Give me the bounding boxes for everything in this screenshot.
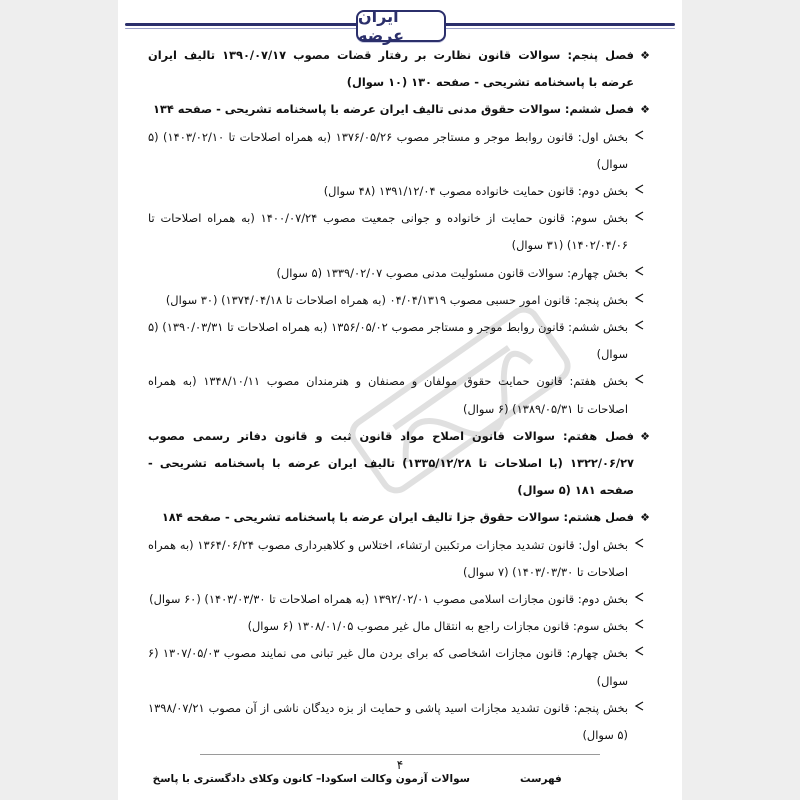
toc-chapter-text: فصل هشتم: سوالات حقوق جزا تالیف ایران عرضه با پاسخنامه تشریحی - صفحه ۱۸۴ [161, 510, 634, 525]
footer-rule [200, 754, 600, 755]
toc-section-text: بخش پنجم: قانون امور حسبی مصوب ۰۴/۰۴/۱۳۱۹ (به همراه اصلاحات تا ۱۳۷۴/۰۴/۱۸) (۳۰ سوال) [165, 292, 628, 307]
brand-logo [356, 7, 446, 45]
footer-section-label: فهرست [520, 773, 562, 785]
toc-section[interactable] [148, 586, 652, 613]
page-number: ۴ [396, 758, 404, 772]
diamond-bullet-icon: ❖ [640, 511, 650, 525]
diamond-bullet-icon: ❖ [640, 49, 650, 62]
chevron-bullet-icon [632, 178, 646, 205]
chevron-bullet-icon [632, 205, 646, 232]
toc-section-text: بخش چهارم: قانون مجازات اشخاصی که برای بردن مال غیر تبانی می نمایند مصوب ۱۳۰۷/۰۵/۰۳ (۶ سوال) [148, 646, 628, 688]
chevron-bullet-icon [632, 532, 646, 559]
toc-section-text: بخش سوم: قانون مجازات راجع به انتقال مال غیر مصوب ۱۳۰۸/۰۱/۰۵ (۶ سوال) [247, 619, 628, 634]
toc-section[interactable] [148, 368, 652, 422]
toc-section-text: بخش سوم: قانون حمایت از خانواده و جوانی جمعیت مصوب ۱۴۰۰/۰۷/۲۴ (به همراه اصلاحات تا ۱۴۰۲/۰۴/۰۶) (۳۱ سوال) [148, 211, 628, 253]
toc-section-text: بخش اول: قانون تشدید مجازات مرتکبین ارتشاء، اختلاس و کلاهبرداری مصوب ۱۳۶۴/۰۶/۲۴ (به همراه اصلاحات تا ۱۴۰۳/۰۳/۳۰) (۷ سوال) [148, 537, 628, 579]
toc-section-text: بخش هفتم: قانون حمایت حقوق مولفان و مصنفان و هنرمندان مصوب ۱۳۴۸/۱۰/۱۱ (به همراه اصلاحات تا ۱۳۸۹/۰۵/۳۱) (۶ سوال) [148, 374, 628, 416]
toc-section[interactable] [148, 613, 652, 640]
diamond-bullet-icon: ❖ [640, 103, 650, 117]
diamond-bullet-icon: ❖ [640, 429, 650, 443]
chevron-bullet-icon [632, 640, 646, 667]
toc-section-text: بخش چهارم: سوالات قانون مسئولیت مدنی مصوب ۱۳۳۹/۰۲/۰۷ (۵ سوال) [276, 265, 628, 280]
toc-section[interactable] [148, 532, 652, 586]
toc-section[interactable] [148, 178, 652, 205]
toc-chapter-6[interactable] [148, 96, 652, 123]
brand-logo-text: ایران عرضه [358, 7, 405, 45]
right-margin-frame [682, 0, 800, 800]
chevron-bullet-icon [632, 695, 646, 722]
toc-chapter-text: فصل ششم: سوالات حقوق مدنی تالیف ایران عرضه با پاسخنامه تشریحی - صفحه ۱۳۴ [152, 102, 634, 117]
toc-chapter-8[interactable] [148, 504, 652, 531]
footer-book-title-text: سوالات آزمون وکالت اسکودا– کانون وکلای دادگستری با پاسخ [152, 773, 470, 785]
toc-chapter-5[interactable] [148, 42, 652, 96]
toc-section[interactable] [148, 287, 652, 314]
toc-section[interactable] [148, 260, 652, 287]
toc-chapter-7[interactable] [148, 423, 652, 505]
footer-book-title [150, 773, 470, 785]
toc-section-text: بخش اول: قانون روابط موجر و مستاجر مصوب ۱۳۷۶/۰۵/۲۶ (به همراه اصلاحات تا ۱۴۰۳/۰۲/۱۰) (۵ سوال) [148, 129, 628, 171]
toc-section[interactable] [148, 640, 652, 694]
toc-section-text: بخش ششم: قانون روابط موجر و مستاجر مصوب ۱۳۵۶/۰۵/۰۲ (به همراه اصلاحات تا ۱۳۹۰/۰۳/۳۱) (۵ سوال) [148, 320, 629, 362]
chevron-bullet-icon [632, 368, 646, 395]
left-margin-frame [0, 0, 118, 800]
toc-chapter-text: فصل پنجم: سوالات قانون نظارت بر رفتار قضات مصوب ۱۳۹۰/۰۷/۱۷ تالیف ایران عرضه با پاسخنامه تشریحی - صفحه ۱۳۰ (۱۰ سوال) [148, 48, 635, 90]
toc-section[interactable] [148, 124, 652, 178]
toc-section[interactable] [148, 314, 652, 368]
toc-section[interactable] [148, 695, 652, 749]
table-of-contents [148, 42, 652, 749]
chevron-bullet-icon [632, 613, 646, 640]
toc-section[interactable] [148, 205, 652, 259]
toc-section-text: بخش پنجم: قانون تشدید مجازات اسید پاشی و حمایت از بزه دیدگان ناشی از آن مصوب ۱۳۹۸/۰۷/۲۱ (۵ سوال) [148, 700, 628, 743]
chevron-bullet-icon [632, 314, 646, 341]
chevron-bullet-icon [632, 287, 646, 314]
chevron-bullet-icon [632, 124, 646, 151]
toc-chapter-text: فصل هفتم: سوالات قانون اصلاح مواد قانون ثبت و قانون دفاتر رسمی مصوب ۱۳۲۲/۰۶/۲۷ (با اصلاحات تا ۱۳۳۵/۱۲/۲۸) تالیف ایران عرضه با پاسخنامه تشریحی - صفحه ۱۸۱ (۵ سوال) [148, 428, 634, 498]
toc-section-text: بخش دوم: قانون حمایت خانواده مصوب ۱۳۹۱/۱۲/۰۴ (۴۸ سوال) [323, 184, 628, 199]
chevron-bullet-icon [632, 260, 646, 287]
toc-section-text: بخش دوم: قانون مجازات اسلامی مصوب ۱۳۹۲/۰۲/۰۱ (به همراه اصلاحات تا ۱۴۰۳/۰۳/۳۰) (۶۰ سوال) [149, 592, 628, 607]
chevron-bullet-icon [632, 586, 646, 613]
